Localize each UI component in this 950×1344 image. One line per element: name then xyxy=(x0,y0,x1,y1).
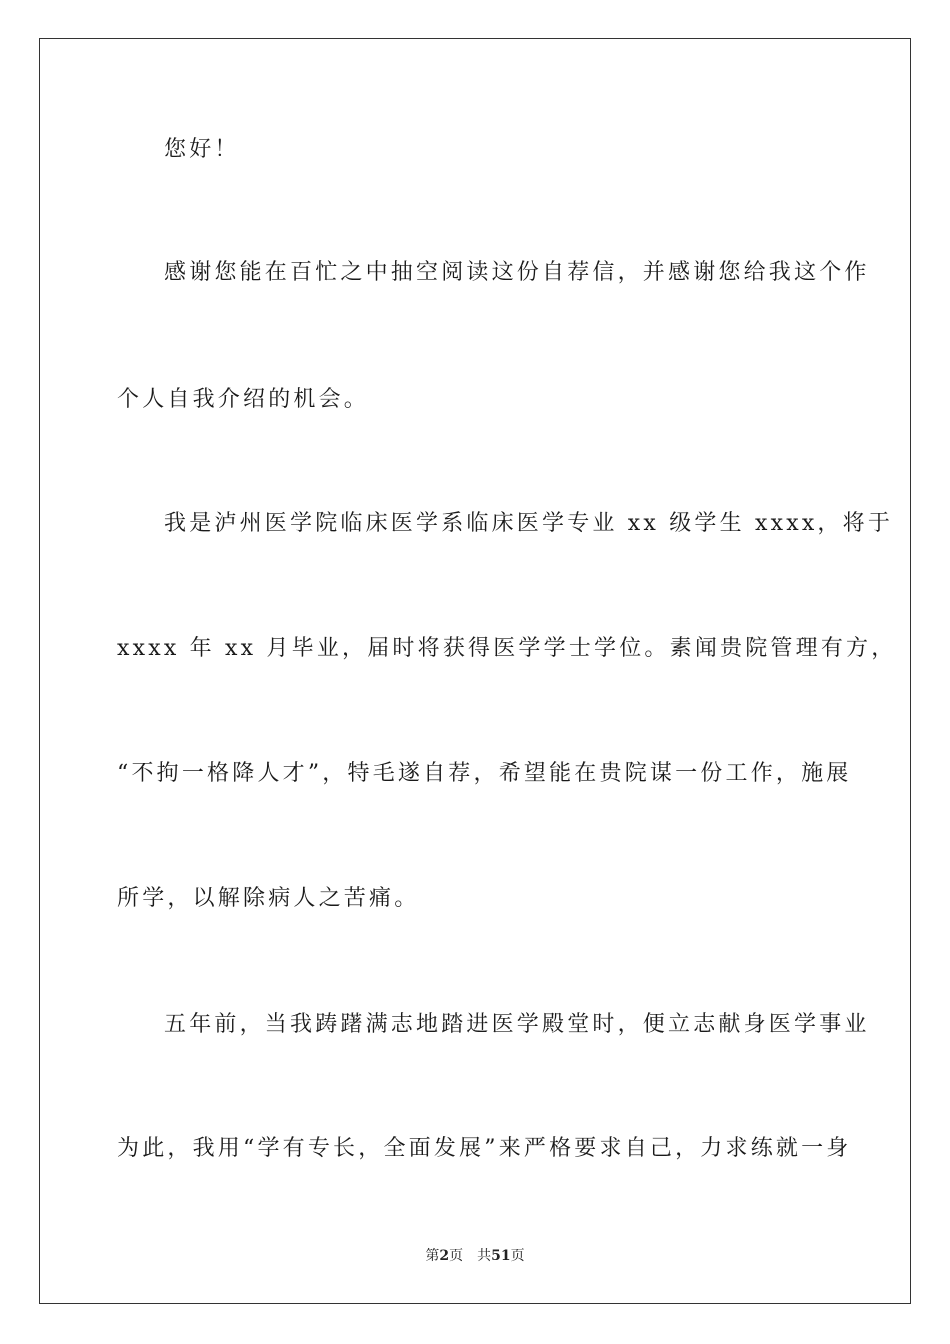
page-footer xyxy=(0,1246,950,1266)
greeting-line: 您好！ xyxy=(164,137,240,162)
paragraph-1-line-2: 个人自我介绍的机会。 xyxy=(117,387,370,412)
paragraph-1-line-1: 感谢您能在百忙之中抽空阅读这份自荐信，并感谢您给我这个作 xyxy=(164,260,870,285)
page-suffix: 页 xyxy=(449,1248,464,1264)
total-suffix: 页 xyxy=(510,1248,525,1264)
page-border xyxy=(39,38,911,1304)
paragraph-3-line-2: 为此，我用“学有专长，全面发展”来严格要求自己，力求练就一身 xyxy=(117,1136,852,1161)
page-current: 2 xyxy=(439,1248,450,1264)
page-prefix: 第 xyxy=(425,1248,440,1264)
paragraph-2-line-1: 我是泸州医学院临床医学系临床医学专业 xx 级学生 xxxx，将于 xyxy=(164,511,894,536)
paragraph-2-line-3: “不拘一格降人才”，特毛遂自荐，希望能在贵院谋一份工作，施展 xyxy=(117,761,852,786)
paragraph-3-line-1: 五年前，当我踌躇满志地踏进医学殿堂时，便立志献身医学事业 xyxy=(164,1012,870,1037)
paragraph-2-line-4: 所学，以解除病人之苦痛。 xyxy=(117,886,420,911)
paragraph-2-line-2: xxxx 年 xx 月毕业，届时将获得医学学士学位。素闻贵院管理有方， xyxy=(117,636,897,661)
total-prefix: 共 xyxy=(477,1248,492,1264)
page-total: 51 xyxy=(491,1248,511,1264)
